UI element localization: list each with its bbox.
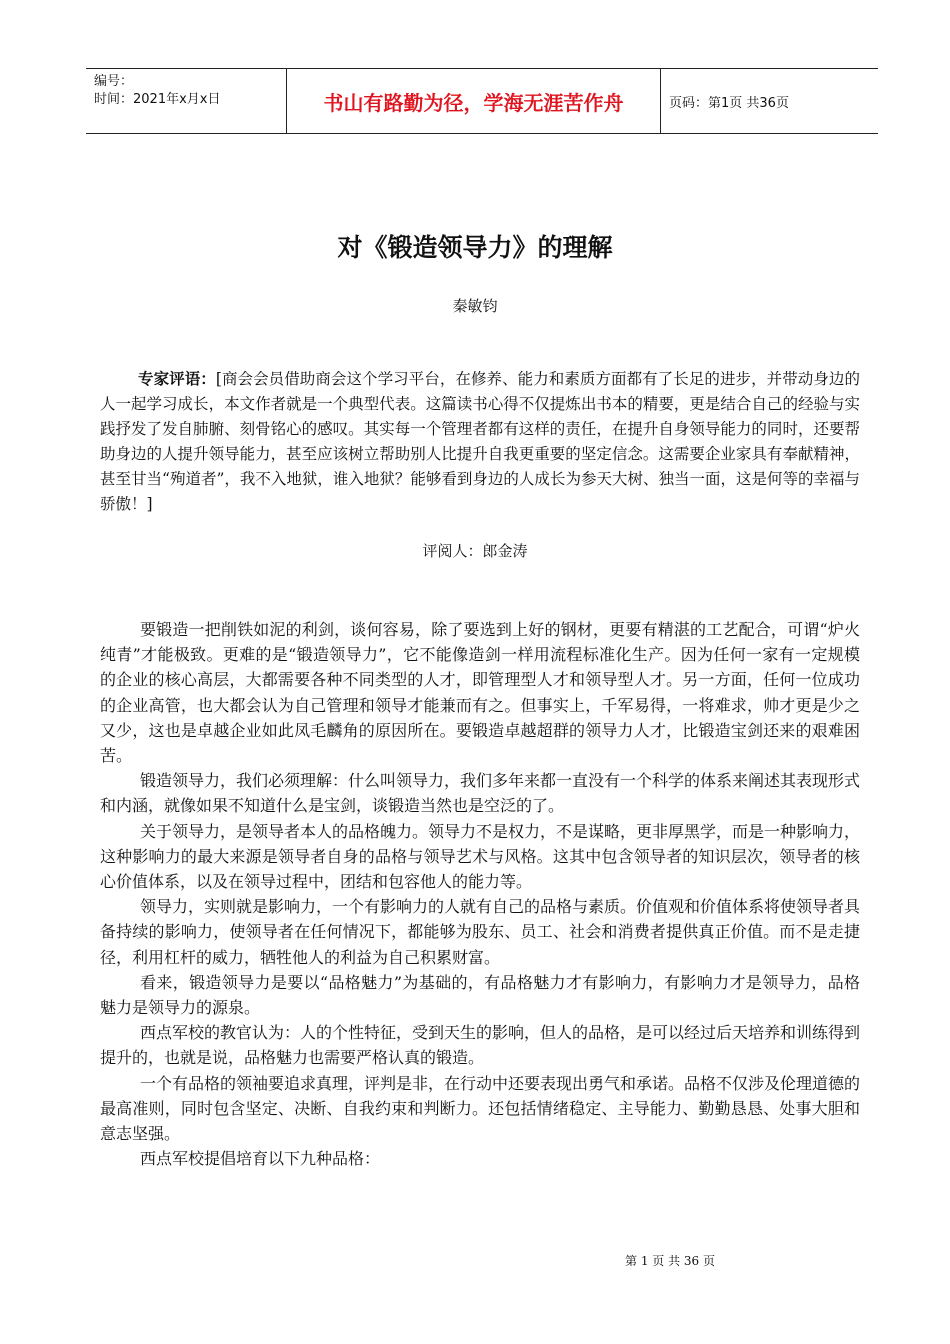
paragraph: 要锻造一把削铁如泥的利剑，谈何容易，除了要选到上好的钢材，更要有精湛的工艺配合，可谓“炉火纯青”才能极致。更难的是“锻造领导力”，它不能像造剑一样用流程标准化生产。因为任何一家有一定规模的企业的核心高层，大都需要各种不同类型的人才，即管理型人才和领导型人才。另一方面，任何一位成功的企业高管，也大都会认为自己管理和领导才能兼而有之。但事实上，千军易得，一将难求，帅才更是少之又少，这也是卓越企业如此凤毛麟角的原因所在。要锻造卓越超群的领导力人才，比锻造宝剑还来的艰难困苦。	[100, 620, 860, 766]
header-meta	[86, 69, 287, 133]
number-label: 编号：	[94, 74, 134, 89]
header-page-cell	[661, 69, 878, 133]
review-text: [商会会员借助商会这个学习平台，在修养、能力和素质方面都有了长足的进步，并带动身边的人一起学习成长，本文作者就是一个典型代表。这篇读书心得不仅提炼出书本的精要，更是结合自己的经验与实践抒发了发自肺腑、刻骨铭心的感叹。其实每一个管理者都有这样的责任，在提升自身领导能力的同时，还要帮助身边的人提升领导能力，甚至应该树立帮助别人比提升自我更重要的坚定信念。这需要企业家具有奉献精神，甚至甘当“殉道者”，我不入地狱，谁入地狱？能够看到身边的人成长为参天大树、独当一面，这是何等的幸福与骄傲！]	[100, 370, 860, 513]
page-title: 对《锻造领导力》的理解	[337, 233, 613, 262]
body-text	[100, 617, 860, 1171]
paragraph: 关于领导力，是领导者本人的品格魄力。领导力不是权力，不是谋略，更非厚黑学，而是一种影响力，这种影响力的最大来源是领导者自身的品格与领导艺术与风格。这其中包含领导者的知识层次，领导者的核心价值体系，以及在领导过程中，团结和包容他人的能力等。	[100, 821, 861, 892]
review-label: 专家评语：	[138, 370, 216, 388]
paragraph: 看来，锻造领导力是要以“品格魅力”为基础的，有品格魅力才有影响力，有影响力才是领导力，品格魅力是领导力的源泉。	[100, 972, 860, 1018]
header-motto-cell	[287, 69, 661, 133]
paragraph: 锻造领导力，我们必须理解：什么叫领导力，我们多年来都一直没有一个科学的体系来阐述其表现形式和内涵，就像如果不知道什么是宝剑，谈锻造当然也是空泛的了。	[100, 771, 861, 816]
reviewer: 评阅人：郎金涛	[422, 542, 528, 560]
page-label: 页码：第1页 共36页	[669, 95, 789, 111]
header-table	[86, 68, 878, 134]
motto: 书山有路勤为径，学海无涯苦作舟	[323, 90, 624, 115]
paragraph: 领导力，实则就是影响力，一个有影响力的人就有自己的品格与素质。价值观和价值体系将使领导者具备持续的影响力，使领导者在任何情况下，都能够为股东、员工、社会和消费者提供真正价值。而不是走捷径，利用杠杆的威力，牺牲他人的利益为自己积累财富。	[100, 897, 861, 967]
expert-review	[100, 367, 860, 517]
time-label: 时间：2021年x月x日	[94, 92, 221, 107]
author: 秦敏钧	[452, 297, 498, 315]
paragraph: 西点军校提倡培育以下九种品格：	[140, 1149, 381, 1169]
paragraph: 西点军校的教官认为：人的个性特征，受到天生的影响，但人的品格，是可以经过后天培养和训练得到提升的，也就是说，品格魅力也需要严格认真的锻造。	[100, 1023, 861, 1068]
page-footer: 第 1 页 共 36 页	[625, 1254, 715, 1268]
paragraph: 一个有品格的领袖要追求真理，评判是非，在行动中还要表现出勇气和承诺。品格不仅涉及伦理道德的最高准则，同时包含坚定、决断、自我约束和判断力。还包括情绪稳定、主导能力、勤勤恳恳、处事大胆和意志坚强。	[100, 1073, 861, 1144]
